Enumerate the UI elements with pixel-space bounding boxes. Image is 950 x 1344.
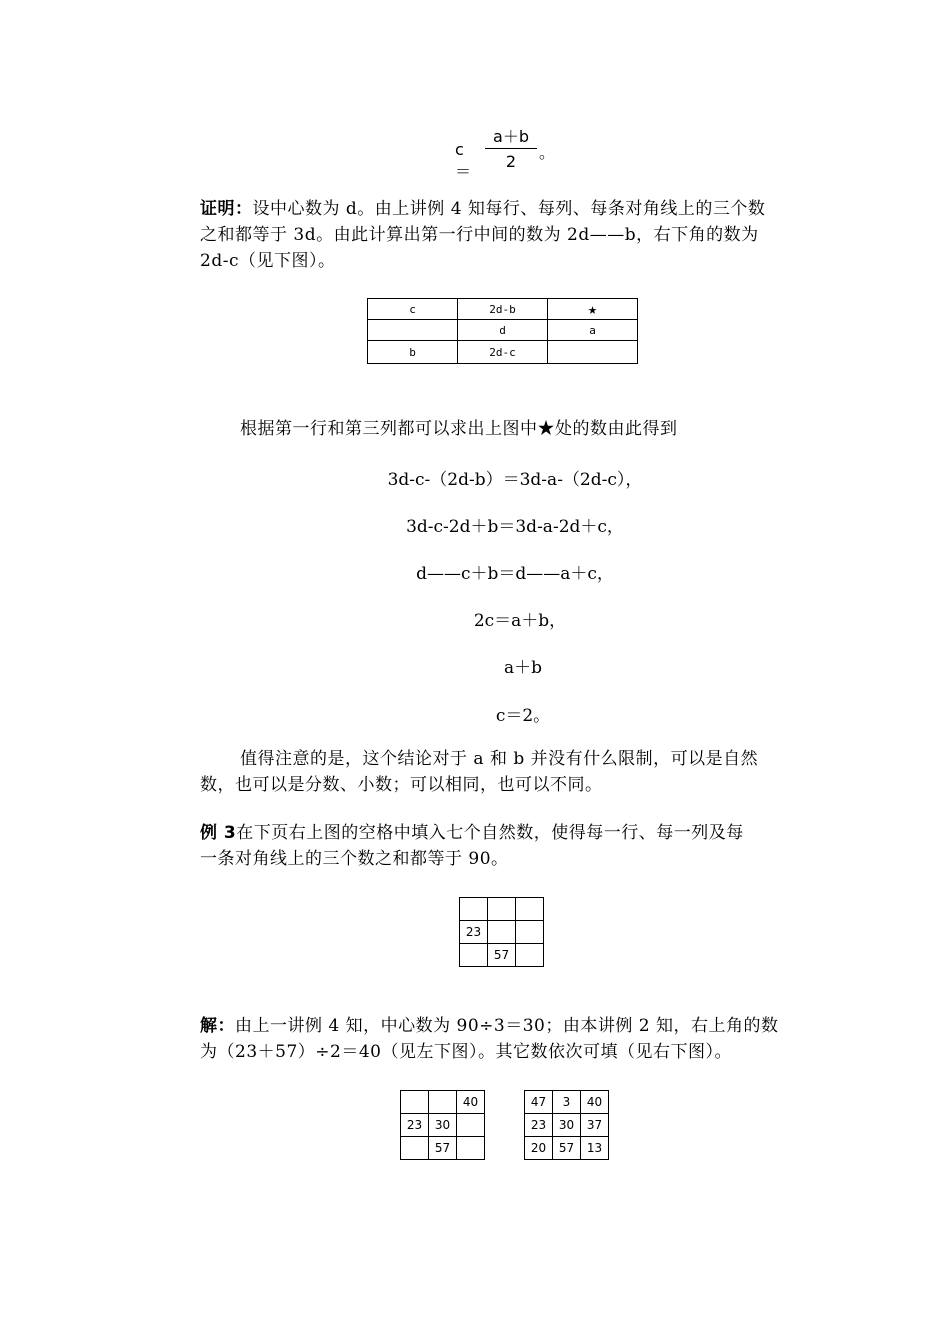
grid-cell bbox=[401, 1091, 429, 1114]
grid-cell: 23 bbox=[401, 1114, 429, 1137]
formula-denominator: 2 bbox=[505, 152, 517, 171]
table-cell bbox=[368, 320, 458, 341]
solution-label: 解： bbox=[200, 1016, 235, 1036]
equation-4: 2c＝a＋b， bbox=[473, 611, 567, 631]
table-cell: b bbox=[368, 341, 458, 364]
grid-cell bbox=[457, 1137, 485, 1160]
equation-2: 3d-c-2d＋b＝3d-a-2d＋c， bbox=[406, 517, 624, 537]
proof-line-3: 2d-c（见下图）。 bbox=[200, 251, 336, 271]
grid-cell: 13 bbox=[581, 1137, 609, 1160]
example3-text-1: 在下页右上图的空格中填入七个自然数，使得每一行、每一列及每 bbox=[236, 823, 744, 843]
grid-cell: 40 bbox=[457, 1091, 485, 1114]
grid-cell bbox=[460, 898, 488, 921]
partial-solution-grid bbox=[400, 1090, 485, 1160]
proof-line-2: 之和都等于 3d。由此计算出第一行中间的数为 2d——b，右下角的数为 bbox=[200, 225, 759, 245]
star-cell: ★ bbox=[548, 299, 638, 320]
solution-line-2: 为（23＋57）÷2＝40（见左下图）。其它数依次可填（见右下图）。 bbox=[200, 1042, 732, 1062]
table-cell: 2d-c bbox=[458, 341, 548, 364]
formula-numerator: a＋b bbox=[493, 127, 529, 146]
grid-cell: 37 bbox=[581, 1114, 609, 1137]
equation-1: 3d-c-（2d-b）＝3d-a-（2d-c）， bbox=[387, 470, 643, 490]
grid-cell: 57 bbox=[488, 944, 516, 967]
grid-cell: 40 bbox=[581, 1091, 609, 1114]
example3-line-1 bbox=[200, 820, 744, 846]
grid-cell: 57 bbox=[553, 1137, 581, 1160]
grid-cell: 30 bbox=[429, 1114, 457, 1137]
table-cell: a bbox=[548, 320, 638, 341]
grid-cell bbox=[516, 944, 544, 967]
equation-6: c＝2。 bbox=[495, 706, 551, 726]
grid-cell bbox=[401, 1137, 429, 1160]
grid-cell: 20 bbox=[525, 1137, 553, 1160]
magic-square-symbolic-table bbox=[367, 298, 638, 364]
example3-puzzle-grid bbox=[459, 897, 544, 967]
grid-cell: 47 bbox=[525, 1091, 553, 1114]
grid-cell bbox=[457, 1114, 485, 1137]
grid-cell bbox=[429, 1091, 457, 1114]
formula-lhs: c＝ bbox=[455, 140, 472, 181]
formula-tail: 。 bbox=[539, 143, 556, 162]
table-cell: c bbox=[368, 299, 458, 320]
grid-cell: 3 bbox=[553, 1091, 581, 1114]
grid-cell bbox=[460, 944, 488, 967]
full-solution-grid bbox=[524, 1090, 609, 1160]
grid-cell: 23 bbox=[460, 921, 488, 944]
grid-cell: 30 bbox=[553, 1114, 581, 1137]
grid-cell: 57 bbox=[429, 1137, 457, 1160]
grid-cell bbox=[516, 898, 544, 921]
proof-label: 证明： bbox=[200, 199, 253, 219]
example3-line-2: 一条对角线上的三个数之和都等于 90。 bbox=[200, 849, 509, 869]
fraction-bar bbox=[485, 148, 537, 149]
example3-label: 例 3 bbox=[200, 823, 237, 843]
proof-text-1: 设中心数为 d。由上讲例 4 知每行、每列、每条对角线上的三个数 bbox=[252, 199, 766, 219]
note-line-2: 数，也可以是分数、小数；可以相同，也可以不同。 bbox=[200, 775, 603, 795]
note-line-1: 值得注意的是，这个结论对于 a 和 b 并没有什么限制，可以是自然 bbox=[240, 749, 759, 769]
equation-5: a＋b bbox=[503, 658, 543, 678]
table-cell bbox=[548, 341, 638, 364]
grid-cell bbox=[488, 898, 516, 921]
solution-line-1 bbox=[200, 1013, 778, 1039]
grid-cell bbox=[516, 921, 544, 944]
equation-3: d——c＋b＝d——a＋c， bbox=[416, 564, 614, 584]
solution-text-1: 由上一讲例 4 知，中心数为 90÷3＝30；由本讲例 2 知，右上角的数 bbox=[235, 1016, 779, 1036]
star-paragraph: 根据第一行和第三列都可以求出上图中★处的数由此得到 bbox=[240, 419, 678, 439]
grid-cell: 23 bbox=[525, 1114, 553, 1137]
proof-line-1 bbox=[200, 196, 765, 222]
table-cell: d bbox=[458, 320, 548, 341]
table-cell: 2d-b bbox=[458, 299, 548, 320]
grid-cell bbox=[488, 921, 516, 944]
